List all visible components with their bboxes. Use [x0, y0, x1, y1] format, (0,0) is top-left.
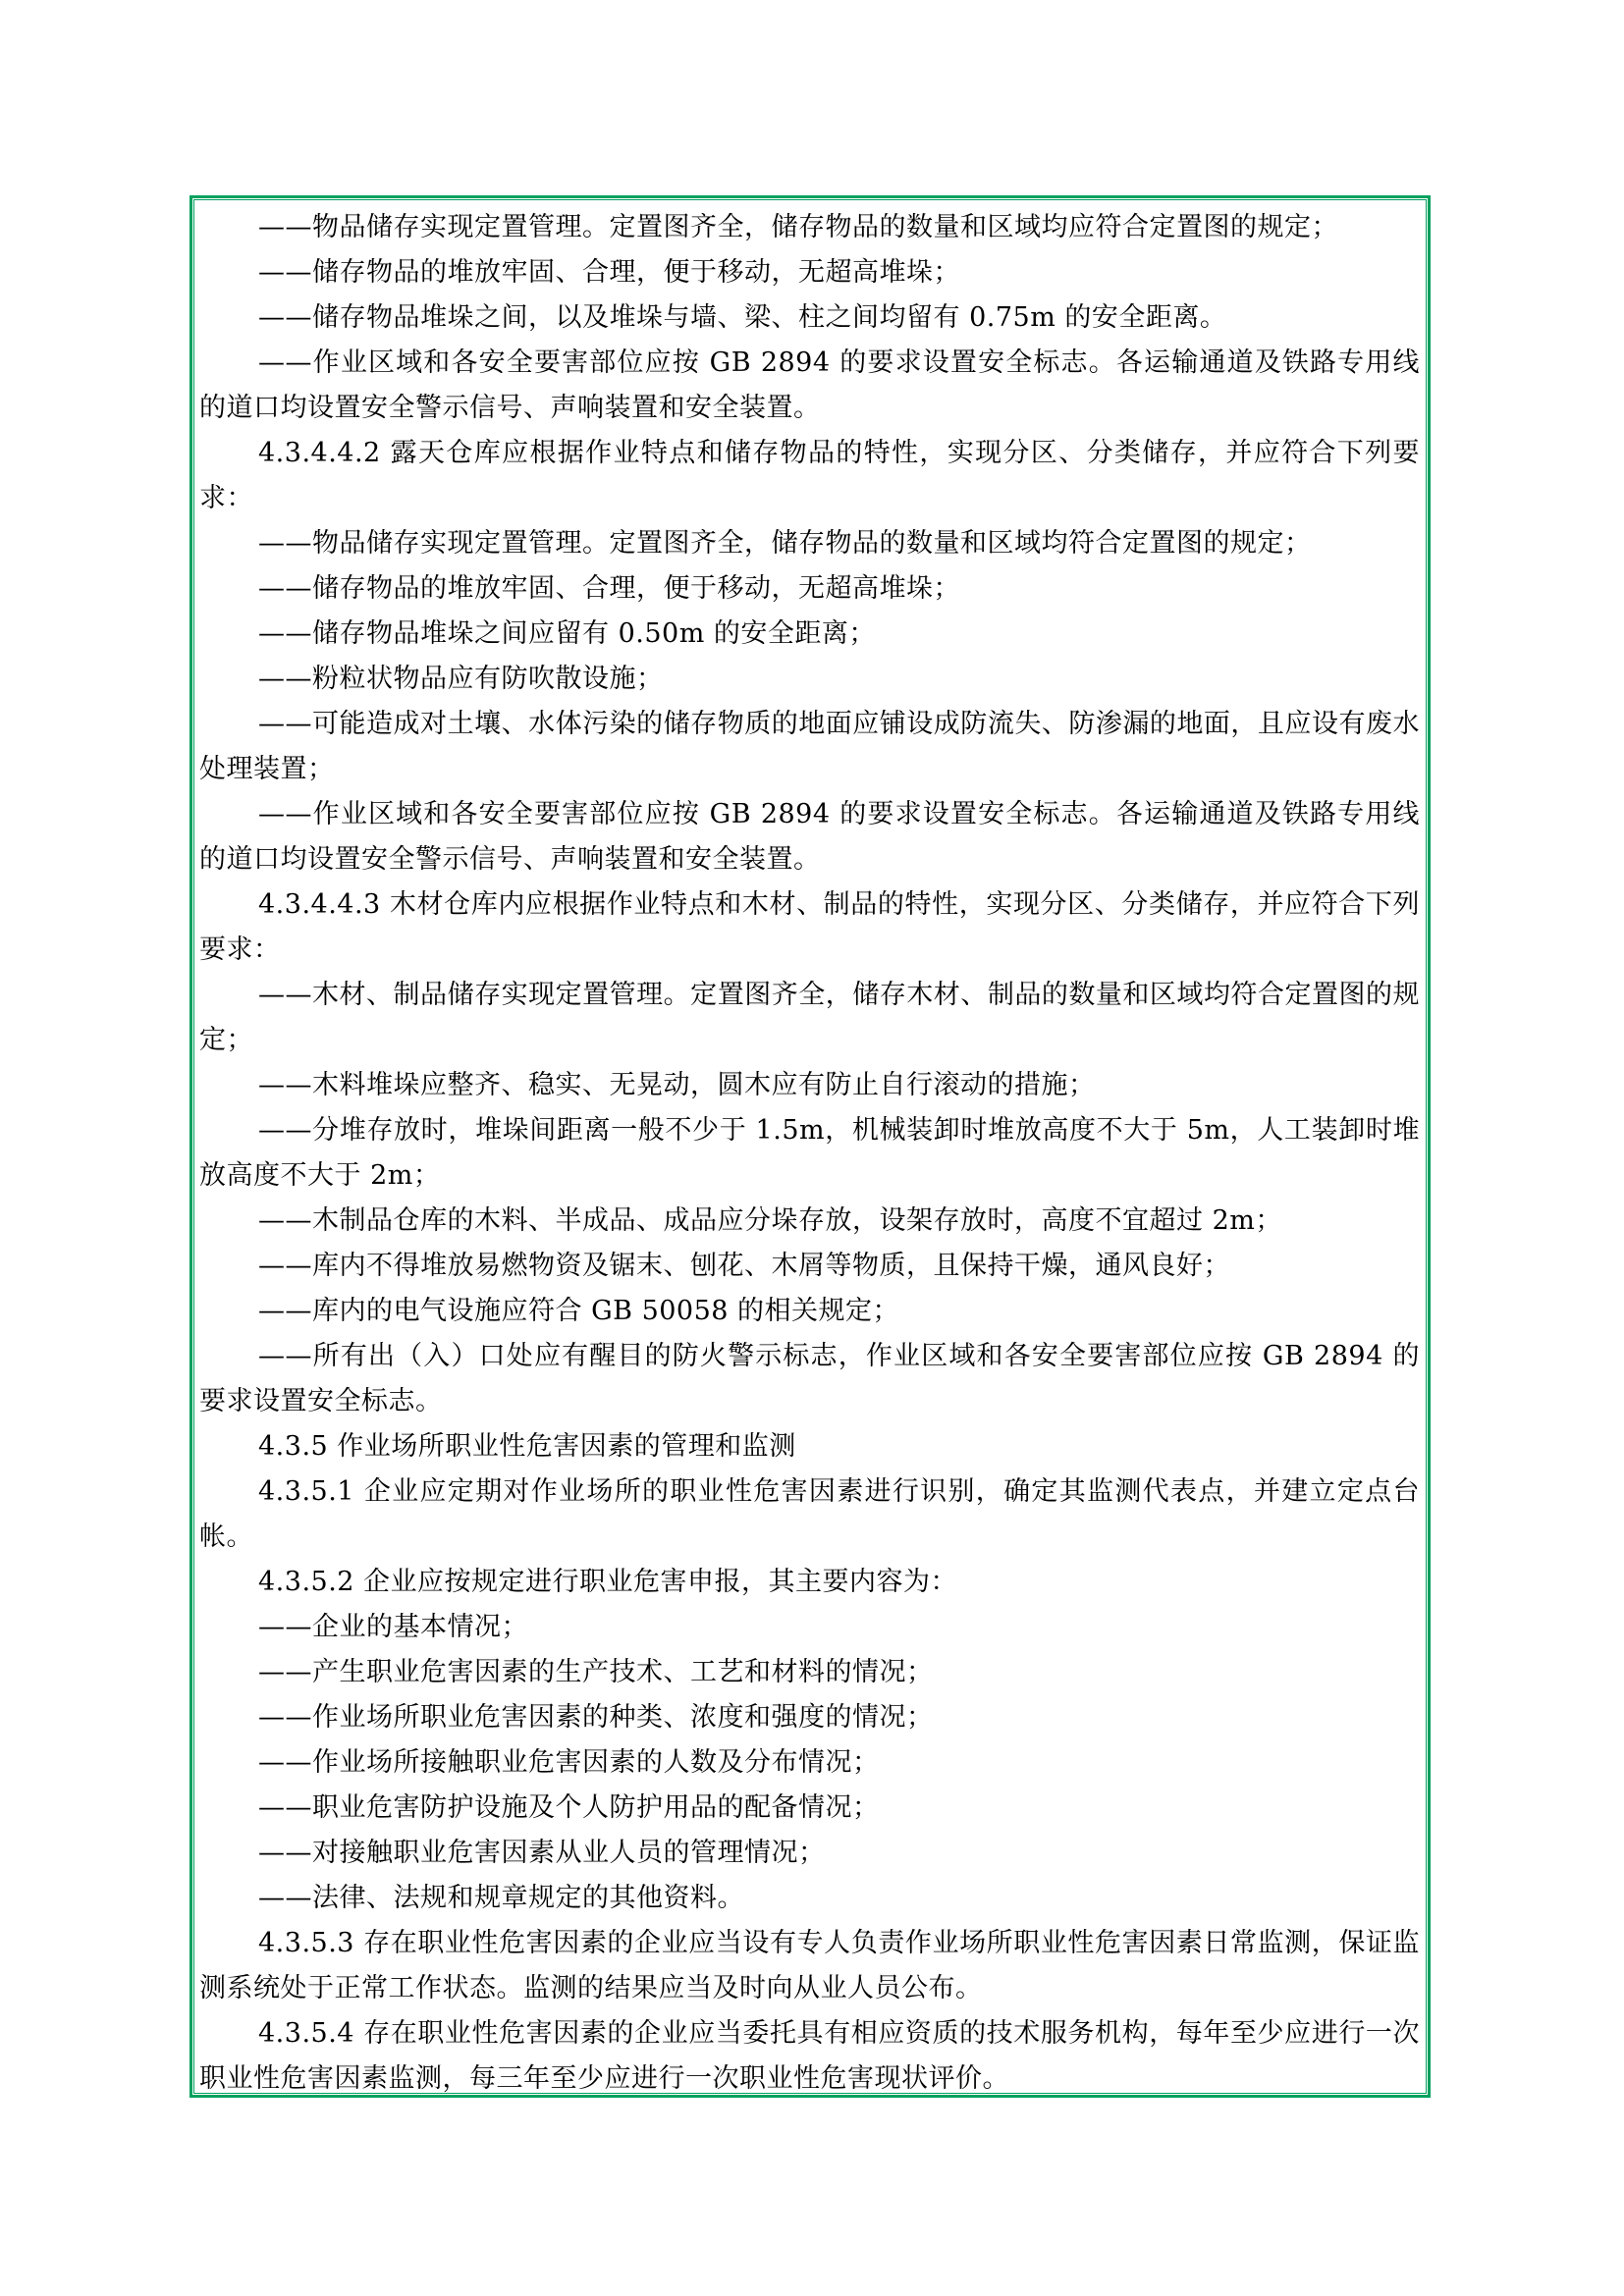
paragraph: 4.3.4.4.2 露天仓库应根据作业特点和储存物品的特性，实现分区、分类储存，并应符合下列要求：: [199, 438, 1420, 513]
document-bordered-cell: [189, 195, 1431, 2098]
paragraph: ——企业的基本情况；: [258, 1612, 528, 1642]
paragraph: ——粉粒状物品应有防吹散设施；: [258, 664, 664, 694]
paragraph: ——法律、法规和规章规定的其他资料。: [258, 1883, 744, 1913]
paragraph: ——对接触职业危害因素从业人员的管理情况；: [258, 1838, 826, 1868]
paragraph: 4.3.5.3 存在职业性危害因素的企业应当设有专人负责作业场所职业性危害因素日常监测，保证监测系统处于正常工作状态。监测的结果应当及时向从业人员公布。: [199, 1928, 1420, 2003]
paragraph: ——产生职业危害因素的生产技术、工艺和材料的情况；: [258, 1657, 934, 1687]
paragraph: ——木料堆垛应整齐、稳实、无晃动，圆木应有防止自行滚动的措施；: [258, 1070, 1096, 1100]
paragraph: ——职业危害防护设施及个人防护用品的配备情况；: [258, 1792, 880, 1823]
paragraph: ——所有出（入）口处应有醒目的防火警示标志，作业区域和各安全要害部位应按 GB 2894 的要求设置安全标志。: [199, 1341, 1420, 1416]
paragraph: ——储存物品堆垛之间应留有 0.50m 的安全距离；: [258, 618, 876, 649]
paragraph: ——作业场所接触职业危害因素的人数及分布情况；: [258, 1747, 880, 1778]
paragraph: ——作业场所职业危害因素的种类、浓度和强度的情况；: [258, 1702, 934, 1733]
paragraph: 4.3.5 作业场所职业性危害因素的管理和监测: [258, 1431, 796, 1462]
paragraph: ——储存物品堆垛之间，以及堆垛与墙、梁、柱之间均留有 0.75m 的安全距离。: [258, 302, 1227, 333]
paragraph: ——储存物品的堆放牢固、合理，便于移动，无超高堆垛；: [258, 257, 960, 288]
paragraph: ——库内不得堆放易燃物资及锯末、刨花、木屑等物质，且保持干燥，通风良好；: [258, 1251, 1230, 1281]
paragraph: 4.3.5.1 企业应定期对作业场所的职业性危害因素进行识别，确定其监测代表点，并建立定点台帐。: [199, 1476, 1420, 1552]
paragraph: ——作业区域和各安全要害部位应按 GB 2894 的要求设置安全标志。各运输通道及铁路专用线的道口均设置安全警示信号、声响装置和安全装置。: [199, 799, 1420, 875]
paragraph: ——物品储存实现定置管理。定置图齐全，储存物品的数量和区域均符合定置图的规定；: [258, 528, 1312, 559]
paragraph: ——木材、制品储存实现定置管理。定置图齐全，储存木材、制品的数量和区域均符合定置图的规定；: [199, 980, 1420, 1055]
paragraph: ——分堆存放时，堆垛间距离一般不少于 1.5m，机械装卸时堆放高度不大于 5m，人工装卸时堆放高度不大于 2m；: [199, 1115, 1420, 1191]
paragraph: 4.3.5.2 企业应按规定进行职业危害申报，其主要内容为：: [258, 1567, 958, 1597]
paragraph: ——作业区域和各安全要害部位应按 GB 2894 的要求设置安全标志。各运输通道及铁路专用线的道口均设置安全警示信号、声响装置和安全装置。: [199, 347, 1420, 423]
paragraph: ——库内的电气设施应符合 GB 50058 的相关规定；: [258, 1296, 900, 1326]
paragraph: 4.3.5.4 存在职业性危害因素的企业应当委托具有相应资质的技术服务机构，每年至少应进行一次职业性危害因素监测，每三年至少应进行一次职业性危害现状评价。: [199, 2018, 1420, 2094]
paragraph: 4.3.4.4.3 木材仓库内应根据作业特点和木材、制品的特性，实现分区、分类储存，并应符合下列要求：: [199, 889, 1420, 965]
paragraph: ——可能造成对土壤、水体污染的储存物质的地面应铺设成防流失、防渗漏的地面，且应设有废水处理装置；: [199, 709, 1420, 784]
paragraph: ——物品储存实现定置管理。定置图齐全，储存物品的数量和区域均应符合定置图的规定；: [258, 212, 1338, 242]
paragraph: ——木制品仓库的木料、半成品、成品应分垛存放，设架存放时，高度不宜超过 2m；: [258, 1205, 1282, 1236]
paragraph: ——储存物品的堆放牢固、合理，便于移动，无超高堆垛；: [258, 573, 960, 604]
